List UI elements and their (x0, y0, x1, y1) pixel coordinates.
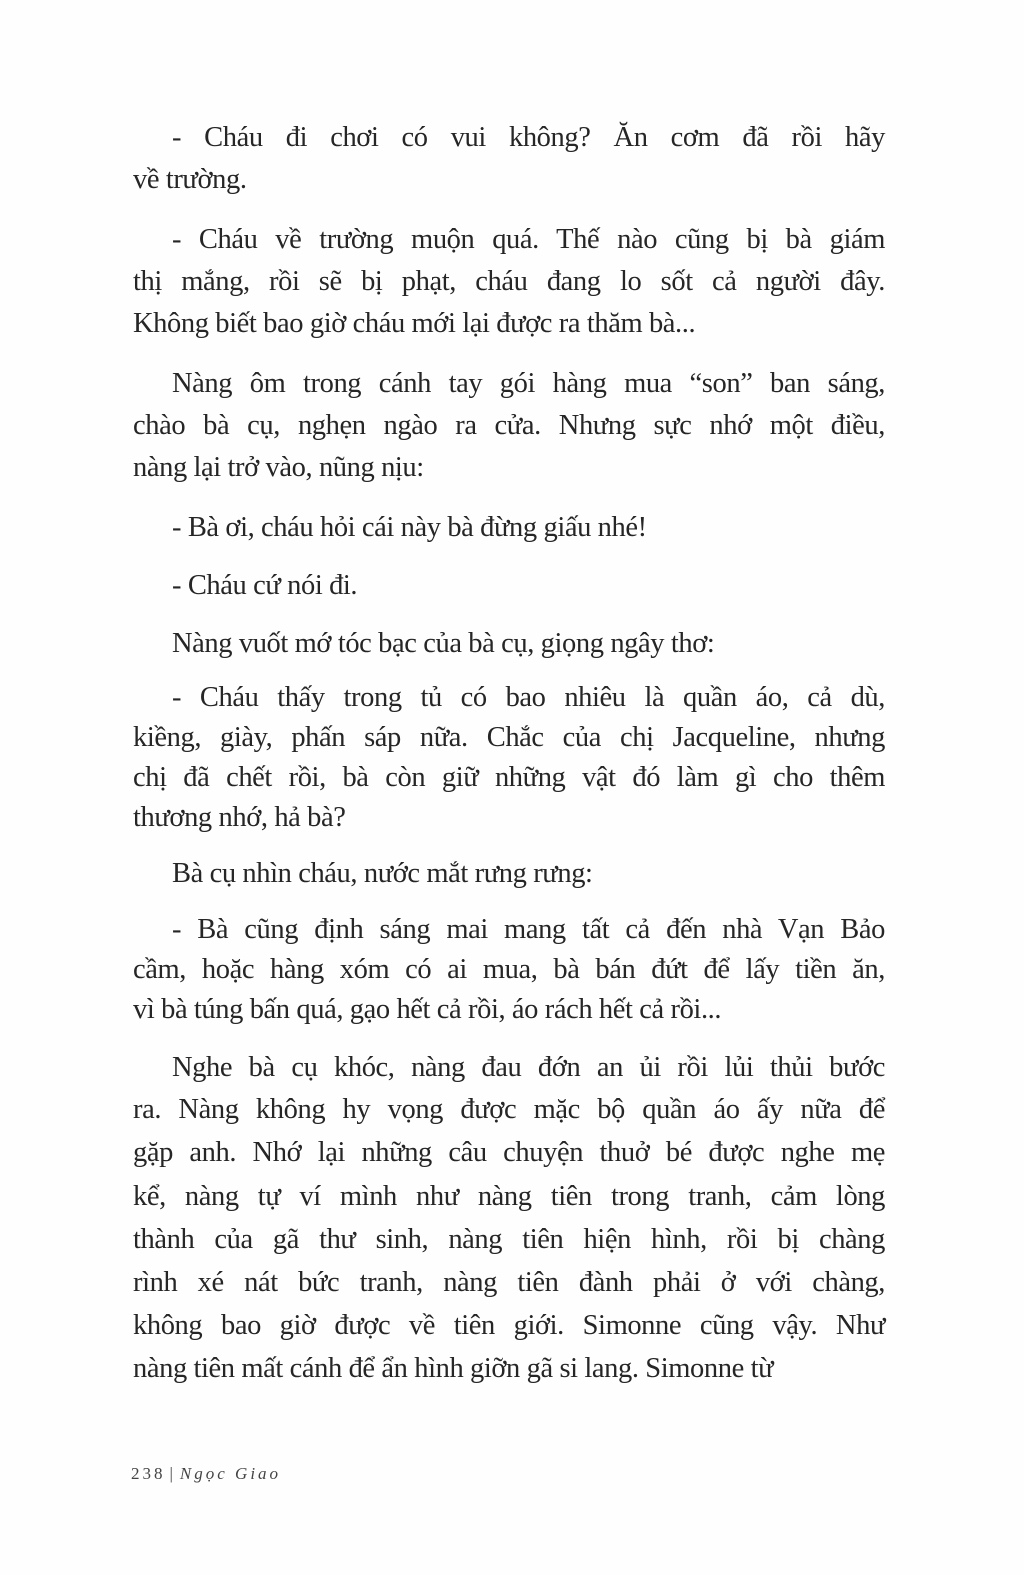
paragraph-first-line: - Bà cũng định sáng mai mang tất cả đến nhà Vạn Bảo (172, 914, 885, 945)
paragraph-line: chào bà cụ, nghẹn ngào ra cửa. Nhưng sực nhớ một điều, (133, 410, 885, 441)
paragraph-line: rình xé nát bức tranh, nàng tiên đành phải ở với chàng, (133, 1267, 885, 1298)
paragraph-line: không bao giờ được về tiên giới. Simonne cũng vậy. Như (133, 1310, 885, 1341)
paragraph-line: thị mắng, rồi sẽ bị phạt, cháu đang lo sốt cả người đây. (133, 266, 885, 297)
page-number: 238 (131, 1464, 166, 1483)
paragraph-first-line: - Cháu cứ nói đi. (172, 570, 358, 601)
paragraph-line: chị đã chết rồi, bà còn giữ những vật đó làm gì cho thêm (133, 762, 885, 793)
paragraph-line: cầm, hoặc hàng xóm có ai mua, bà bán đứt để lấy tiền ăn, (133, 954, 885, 985)
paragraph-line: kiềng, giày, phấn sáp nữa. Chắc của chị Jacqueline, nhưng (133, 722, 885, 753)
paragraph-line: về trường. (133, 164, 247, 195)
paragraph-first-line: Bà cụ nhìn cháu, nước mắt rưng rưng: (172, 858, 593, 889)
paragraph-line: vì bà túng bấn quá, gạo hết cả rồi, áo rách hết cả rồi... (133, 994, 722, 1025)
paragraph-line: ra. Nàng không hy vọng được mặc bộ quần áo ấy nữa để (133, 1094, 885, 1125)
paragraph-line: thành của gã thư sinh, nàng tiên hiện hình, rồi bị chàng (133, 1224, 885, 1255)
author-name: Ngọc Giao (179, 1464, 282, 1483)
page-footer (131, 1464, 281, 1484)
paragraph-line: gặp anh. Nhớ lại những câu chuyện thuở bé được nghe mẹ (133, 1137, 885, 1168)
paragraph-first-line: - Bà ơi, cháu hỏi cái này bà đừng giấu nhé! (172, 512, 647, 543)
paragraph-first-line: Nàng vuốt mớ tóc bạc của bà cụ, giọng ngây thơ: (172, 628, 715, 659)
paragraph-line: thương nhớ, hả bà? (133, 802, 346, 833)
paragraph-line: kể, nàng tự ví mình như nàng tiên trong tranh, cảm lòng (133, 1181, 885, 1212)
paragraph-line: Không biết bao giờ cháu mới lại được ra thăm bà... (133, 308, 696, 339)
footer-separator: | (169, 1464, 176, 1483)
paragraph-first-line: Nàng ôm trong cánh tay gói hàng mua “son” ban sáng, (172, 368, 885, 399)
paragraph-line: nàng tiên mất cánh để ẩn hình giỡn gã si lang. Simonne từ (133, 1353, 774, 1384)
paragraph-line: nàng lại trở vào, nũng nịu: (133, 452, 424, 483)
paragraph-first-line: - Cháu về trường muộn quá. Thế nào cũng bị bà giám (172, 224, 885, 255)
paragraph-first-line: - Cháu thấy trong tủ có bao nhiêu là quần áo, cả dù, (172, 682, 885, 713)
paragraph-first-line: - Cháu đi chơi có vui không? Ăn cơm đã rồi hãy (172, 122, 885, 153)
paragraph-first-line: Nghe bà cụ khóc, nàng đau đớn an ủi rồi lủi thủi bước (172, 1052, 885, 1083)
